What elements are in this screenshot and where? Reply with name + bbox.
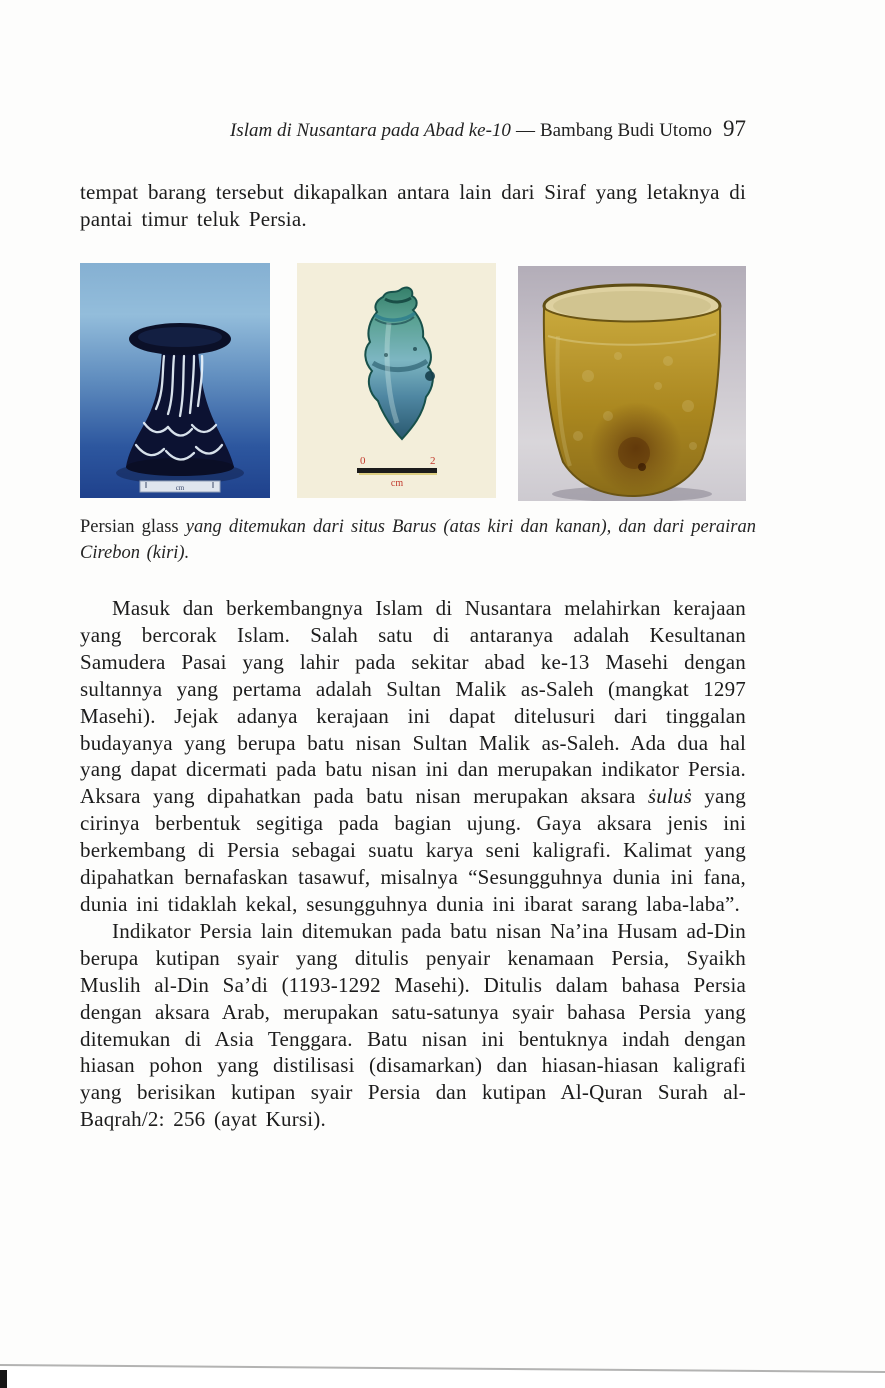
scale-left-label: 0 (360, 455, 366, 467)
paragraph-2-text-a: Masuk dan berkembangnya Islam di Nusantara melahirkan kerajaan yang bercorak Islam. Salah satu di antaranya adalah Kesultanan Samudera Pasai yang lahir pada sekitar abad ke-13 Masehi dengan sultannya yang pertama adalah Sultan Malik as-Saleh (mangkat 1297 Masehi). Jejak adanya kerajaan ini dapat ditelusuri dari tinggalan budayanya yang berupa batu nisan Sultan Malik as-Saleh. Ada dua hal yang dapat dicermati pada batu nisan ini dan merupakan indikator Persia. Aksara yang dipahatkan pada batu nisan merupakan aksara (80, 596, 746, 809)
photo-green-glass-flask (297, 263, 496, 498)
photo-amber-glass-beaker (518, 266, 746, 501)
scale-right-label: 2 (430, 455, 436, 467)
header-separator: — (515, 120, 535, 141)
paragraph-1-text: tempat barang tersebut dikapalkan antara lain dari Siraf yang letaknya di pantai timur teluk Persia. (80, 180, 746, 231)
photo-blue-glass-vessel (80, 263, 270, 498)
figure-caption (80, 514, 756, 566)
scan-corner-mark (0, 1370, 7, 1388)
running-title: Islam di Nusantara pada Abad ke-10 (229, 120, 511, 141)
scale-unit-label: cm (390, 478, 404, 489)
paragraph-2 (80, 595, 746, 918)
caption-italic-text: yang ditemukan dari situs Barus (atas kiri dan kanan), dan dari perairan Cirebon (kiri). (80, 517, 756, 563)
paragraph-1 (80, 179, 746, 233)
italic-term-sulus: ṡuluṡ (647, 784, 693, 809)
running-header (80, 116, 746, 142)
amber-beaker-shape (544, 285, 720, 496)
photo-left-scale-ruler (140, 481, 220, 492)
paragraph-2-text-b: yang cirinya berbentuk segitiga pada bagian ujung. Gaya aksara jenis ini berkembang di Persia sebagai suatu karya seni kaligrafi. Kalimat yang dipahatkan bernafaskan tasawuf, misalnya “Sesungguhnya dunia ini fana, dunia ini tidaklah kekal, sesungguhnya dunia ini ibarat sarang laba-laba”. (80, 784, 746, 916)
paragraph-3-text: Indikator Persia lain ditemukan pada batu nisan Na’ina Husam ad-Din berupa kutipan syair yang ditulis penyair kenamaan Persia, Syaikh Muslih al-Din Sa’di (1193-1292 Masehi). Ditulis dalam bahasa Persia dengan aksara Arab, merupakan satu-satunya syair bahasa Persia yang ditemukan di Asia Tenggara. Batu nisan ini bentuknya indah dengan hiasan pohon yang distilisasi (disamarkan) dan hiasan-hiasan kaligrafi yang berisikan kutipan syair Persia dan kutipan Al-Quran Surah al-Baqrah/2: 256 (ayat Kursi). (80, 918, 746, 1132)
ruler-unit-label: cm (175, 484, 185, 492)
page-number: 97 (723, 116, 746, 141)
header-author: Bambang Budi Utomo (539, 120, 712, 141)
paragraph-3 (80, 918, 746, 1133)
caption-lead: Persian glass (80, 517, 179, 537)
body-text (80, 595, 746, 1133)
